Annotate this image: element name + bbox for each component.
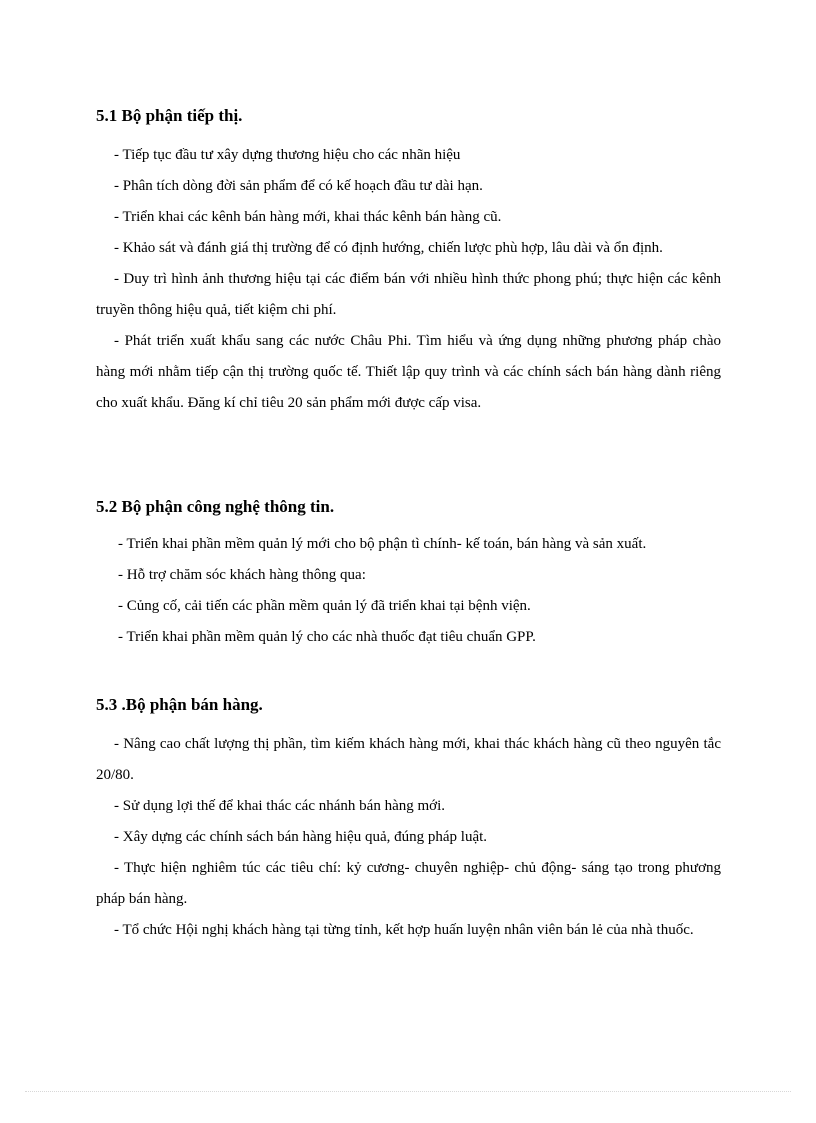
paragraph: - Khảo sát và đánh giá thị trường để có định hướng, chiến lược phù hợp, lâu dài và ổn định. bbox=[114, 240, 663, 256]
paragraph: - Triển khai các kênh bán hàng mới, khai thác kênh bán hàng cũ. bbox=[114, 209, 502, 225]
paragraph: - Nâng cao chất lượng thị phần, tìm kiếm khách hàng mới, khai thác khách hàng cũ theo nguyên tắc 20/80. bbox=[96, 736, 721, 783]
paragraph: - Tổ chức Hội nghị khách hàng tại từng tỉnh, kết hợp huấn luyện nhân viên bán lẻ của nhà thuốc. bbox=[114, 922, 694, 938]
paragraph: - Triển khai phần mềm quản lý cho các nhà thuốc đạt tiêu chuẩn GPP. bbox=[118, 629, 536, 645]
section-heading: 5.3 .Bộ phận bán hàng. bbox=[96, 695, 263, 714]
paragraph: - Triển khai phần mềm quản lý mới cho bộ phận tì chính- kế toán, bán hàng và sản xuất. bbox=[118, 536, 647, 552]
page-bottom-divider bbox=[25, 1091, 791, 1092]
paragraph: - Củng cố, cải tiến các phần mềm quản lý đã triển khai tại bệnh viện. bbox=[118, 598, 531, 614]
paragraph: - Tiếp tục đầu tư xây dựng thương hiệu cho các nhãn hiệu bbox=[114, 147, 461, 163]
section-it bbox=[96, 495, 721, 653]
section-marketing bbox=[96, 104, 721, 419]
section-sales bbox=[96, 693, 721, 946]
section-heading: 5.2 Bộ phận công nghệ thông tin. bbox=[96, 497, 335, 516]
paragraph: - Duy trì hình ảnh thương hiệu tại các điểm bán với nhiều hình thức phong phú; thực hiện các kênh truyền thông hiệu quả, tiết kiệm chi phí. bbox=[96, 271, 721, 318]
section-heading: 5.1 Bộ phận tiếp thị. bbox=[96, 106, 243, 125]
paragraph: - Thực hiện nghiêm túc các tiêu chí: kỷ cương- chuyên nghiệp- chủ động- sáng tạo trong phương pháp bán hàng. bbox=[96, 860, 721, 907]
paragraph: - Hỗ trợ chăm sóc khách hàng thông qua: bbox=[118, 567, 366, 583]
paragraph: - Phân tích dòng đời sản phẩm để có kế hoạch đầu tư dài hạn. bbox=[114, 178, 483, 194]
paragraph: - Phát triển xuất khẩu sang các nước Châu Phi. Tìm hiểu và ứng dụng những phương pháp chào hàng mới nhằm tiếp cận thị trường quốc tế. Thiết lập quy trình và các chính sách bán hàng dành riêng cho xuất khẩu. Đăng kí chỉ tiêu 20 sản phẩm mới được cấp visa. bbox=[96, 333, 721, 411]
paragraph: - Sử dụng lợi thế để khai thác các nhánh bán hàng mới. bbox=[114, 798, 445, 814]
paragraph: - Xây dựng các chính sách bán hàng hiệu quả, đúng pháp luật. bbox=[114, 829, 488, 845]
